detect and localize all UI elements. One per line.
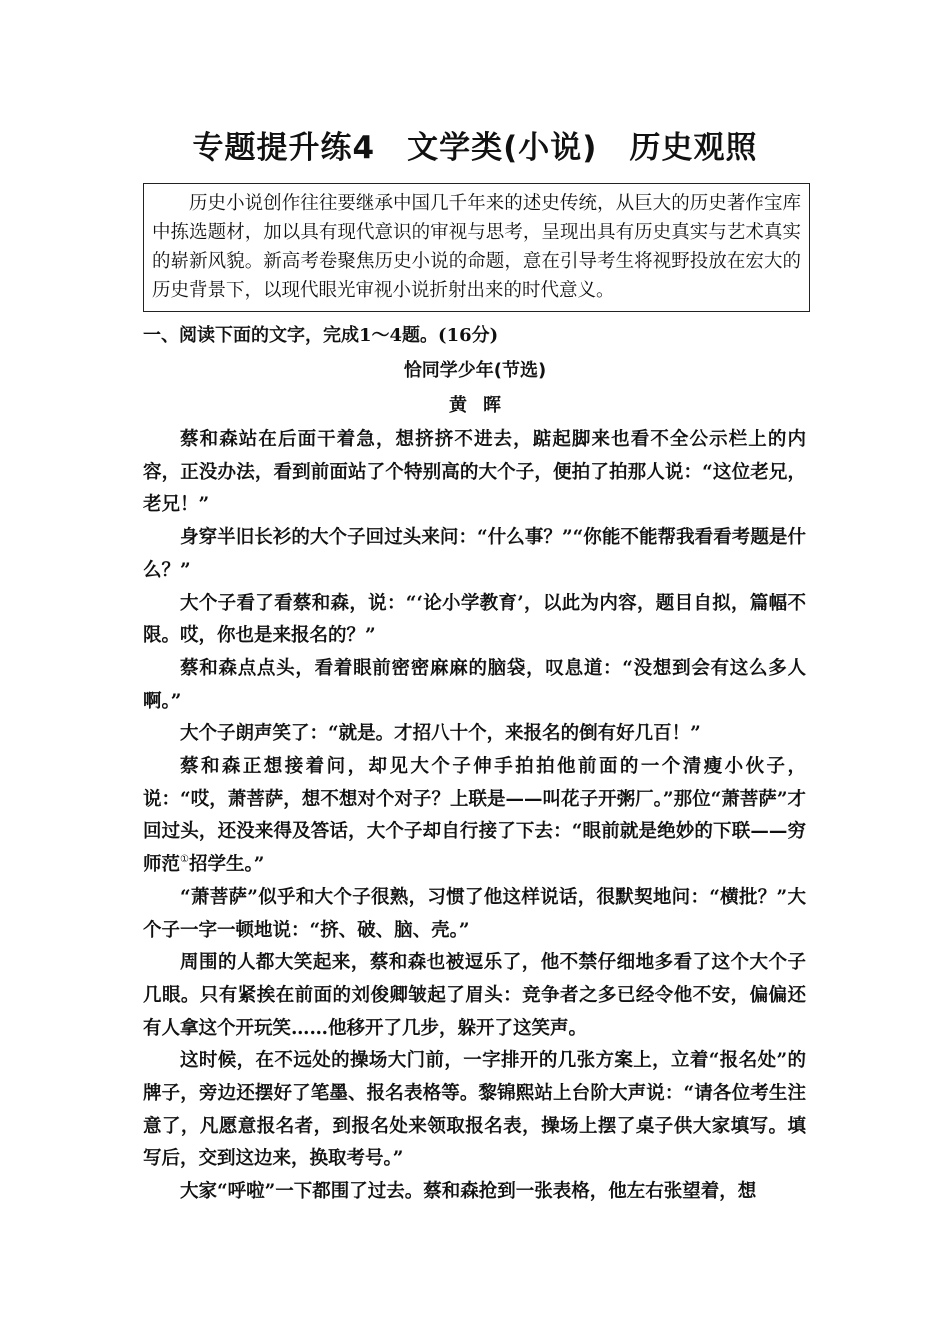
story-paragraph: 大个子看了看蔡和森，说：“‘论小学教育’，以此为内容，题目自拟，篇幅不限。哎，你也是来报名的？”: [143, 592, 806, 647]
story-paragraph: “萧菩萨”似乎和大个子很熟，习惯了他这样说话，很默契地问：“横批？”大个子一字一顿地说：“挤、破、脑、壳。”: [143, 886, 806, 941]
story-paragraph: [143, 751, 806, 882]
footnote-marker[interactable]: ①: [180, 854, 189, 866]
paragraph-text: 蔡和森正想接着问，却见大个子伸手拍拍他前面的一个清瘦小伙子，说：“哎，萧菩萨，想不想对个对子？上联是——叫花子开粥厂。”那位“萧菩萨”才回过头，还没来得及答话，大个子却自行接了下去：“眼前就是绝妙的下联——穷师范: [143, 756, 806, 876]
page-title: 专题提升练4 文学类(小说) 历史观照: [192, 130, 758, 166]
story-title: 恰同学少年(节选): [403, 360, 547, 381]
story-body: [143, 424, 806, 1209]
story-paragraph: 大个子朗声笑了：“就是。才招八十个，来报名的倒有好几百！”: [180, 723, 701, 745]
section-heading: 一、阅读下面的文字，完成1～4题。(16分): [143, 325, 499, 346]
story-author: 黄晖: [449, 395, 517, 416]
story-paragraph: 蔡和森点点头，看着眼前密密麻麻的脑袋，叹息道：“没想到会有这么多人啊。”: [143, 657, 806, 712]
story-paragraph: 周围的人都大笑起来，蔡和森也被逗乐了，他不禁仔细地多看了这个大个子几眼。只有紧挨在前面的刘俊卿皱起了眉头：竞争者之多已经令他不安，偏偏还有人拿这个开玩笑……他移开了几步，躲开了这笑声。: [143, 952, 806, 1039]
story-paragraph: 大家“呼啦”一下都围了过去。蔡和森抢到一张表格，他左右张望着，想: [180, 1181, 757, 1203]
story-paragraph: 这时候，在不远处的操场大门前，一字排开的几张方案上，立着“报名处”的牌子，旁边还摆好了笔墨、报名表格等。黎锦熙站上台阶大声说：“请各位考生注意了，凡愿意报名者，到报名处来领取报名表，操场上摆了桌子供大家填写。填写后，交到这边来，换取考号。”: [143, 1050, 806, 1170]
story-paragraph: 身穿半旧长衫的大个子回过头来问：“什么事？”“你能不能帮我看看考题是什么？”: [143, 527, 806, 581]
paragraph-text: 招学生。”: [188, 854, 265, 876]
intro-box: 历史小说创作往往要继承中国几千年来的述史传统，从巨大的历史著作宝库中拣选题材，加以具有现代意识的审视与思考，呈现出具有历史真实与艺术真实的崭新风貌。新高考卷聚焦历史小说的命题，意在引导考生将视野投放在宏大的历史背景下，以现代眼光审视小说折射出来的时代意义。: [143, 183, 810, 312]
story-paragraph: 蔡和森站在后面干着急，想挤挤不进去，踮起脚来也看不全公示栏上的内容，正没办法，看到前面站了个特别高的大个子，便拍了拍那人说：“这位老兄，老兄！”: [143, 429, 806, 516]
